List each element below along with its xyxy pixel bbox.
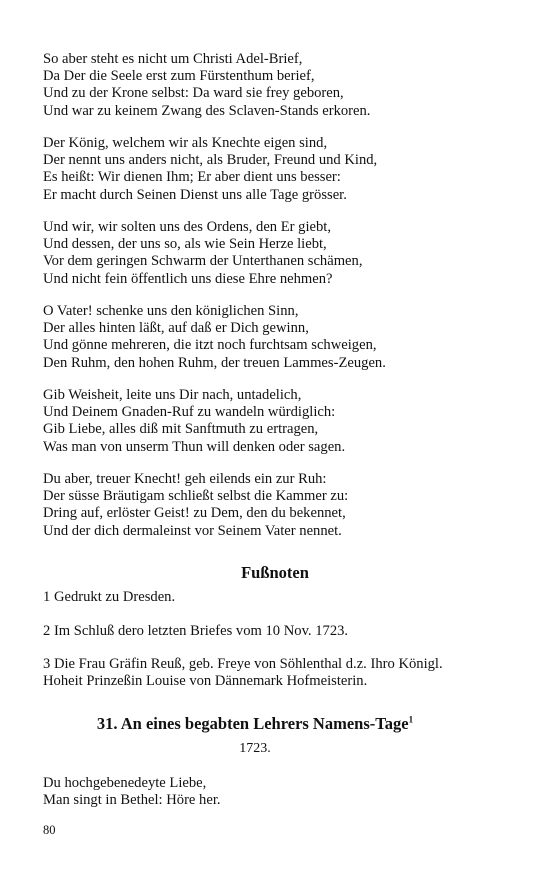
page-number: 80 (43, 823, 56, 837)
footnote-line: 3 Die Frau Gräfin Reuß, geb. Freye von Söhlenthal d.z. Ihro Königl. (43, 656, 443, 672)
poem-line: Du hochgebenedeyte Liebe, (43, 775, 207, 791)
poem-line: O Vater! schenke uns den königlichen Sinn, (43, 303, 299, 319)
poem-stanza-2 (43, 135, 523, 204)
poem-line: Und Deinem Gnaden-Ruf zu wandeln würdiglich: (43, 404, 336, 421)
poem-stanza-6 (43, 471, 523, 540)
footnote-2 (43, 623, 523, 640)
poem-line: Der König, welchem wir als Knechte eigen sind, (43, 135, 328, 151)
poem-line: Der süsse Bräutigam schließt selbst die Kammer zu: (43, 488, 349, 505)
poem-line: Man singt in Bethel: Höre her. (43, 792, 221, 809)
footnotes-heading: Fußnoten (241, 563, 309, 582)
section-title-text: 31. An eines begabten Lehrers Namens-Tage (96, 714, 409, 733)
footnote-line: 1 Gedrukt zu Dresden. (43, 589, 176, 605)
poem-line: Dring auf, erlöster Geist! zu Dem, den du bekennet, (43, 505, 346, 522)
poem-line: Und zu der Krone selbst: Da ward sie frey geboren, (43, 85, 344, 102)
poem-stanza-4 (43, 303, 523, 372)
poem-stanza-1 (43, 51, 523, 120)
poem-line: Und gönne mehreren, die itzt noch furchtsam schweigen, (43, 337, 377, 354)
poem-stanza-3 (43, 219, 523, 288)
poem-stanza-5 (43, 387, 523, 456)
footnote-1 (43, 589, 523, 606)
poem-line: Der alles hinten läßt, auf daß er Dich gewinn, (43, 320, 309, 337)
footnote-marker: 1 (408, 714, 414, 725)
poem-line: So aber steht es nicht um Christi Adel-Brief, (43, 51, 303, 67)
poem-line: Was man von unserm Thun will denken oder sagen. (43, 438, 346, 455)
poem-line: Da Der die Seele erst zum Fürstenthum berief, (43, 68, 315, 85)
poem-line: Vor dem geringen Schwarm der Unterthanen schämen, (43, 253, 363, 270)
poem-line: Und dessen, der uns so, als wie Sein Herze liebt, (43, 236, 327, 253)
poem-line: Gib Liebe, alles diß mit Sanftmuth zu ertragen, (43, 421, 319, 438)
poem-line: Der nennt uns anders nicht, als Bruder, Freund und Kind, (43, 152, 378, 169)
poem-line: Und war zu keinem Zwang des Sclaven-Stands erkoren. (43, 102, 371, 119)
section-year: 1723. (239, 741, 271, 756)
poem-line: Und wir, wir solten uns des Ordens, den Er giebt, (43, 219, 331, 235)
section-stanza (43, 775, 523, 809)
footnote-line: Hoheit Prinzeßin Louise von Dännemark Hofmeisterin. (43, 673, 368, 690)
poem-line: Den Ruhm, den hohen Ruhm, der treuen Lammes-Zeugen. (43, 354, 386, 371)
section-title (0, 714, 510, 734)
poem-line: Es heißt: Wir dienen Ihm; Er aber dient uns besser: (43, 169, 341, 186)
poem-line: Und der dich dermaleinst vor Seinem Vater nennet. (43, 522, 342, 539)
footnote-3 (43, 656, 523, 690)
poem-line: Und nicht fein öffentlich uns diese Ehre nehmen? (43, 270, 333, 287)
footnote-line: 2 Im Schluß dero letzten Briefes vom 10 Nov. 1723. (43, 623, 349, 639)
poem-line: Gib Weisheit, leite uns Dir nach, untadelich, (43, 387, 302, 403)
poem-line: Er macht durch Seinen Dienst uns alle Tage grösser. (43, 186, 347, 203)
poem-line: Du aber, treuer Knecht! geh eilends ein zur Ruh: (43, 471, 327, 487)
